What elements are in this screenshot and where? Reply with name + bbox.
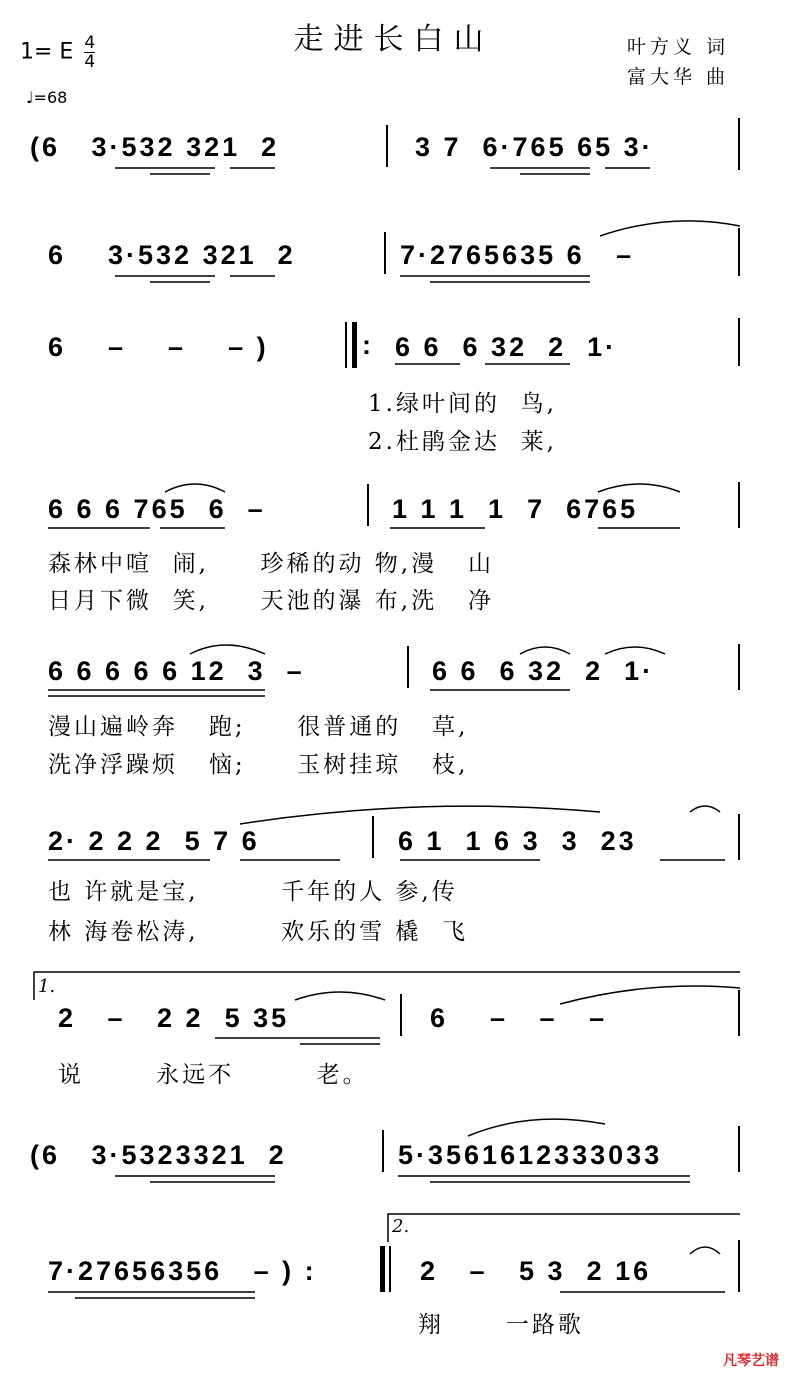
second-ending-bracket [388, 1214, 740, 1242]
time-top: 4 [84, 33, 96, 53]
second-ending-label: 2. [392, 1216, 410, 1237]
measure-row-9b: 2 – 5 3 2 16 [420, 1256, 652, 1286]
lyric-line-10: 翔 一路歌 [418, 1312, 584, 1338]
logo-text: 琴艺谱 [737, 1353, 779, 1369]
first-ending-label: 1. [38, 976, 56, 997]
measure-row-4a: 6 6 6 765 6 – [48, 494, 266, 524]
measure-row-4b: 1 1 1 1 7 6765 [392, 494, 639, 524]
measure-row-3b: 6 6 6 32 2 1· [395, 332, 618, 362]
key-label: 1= E [20, 39, 74, 65]
lyric-line-9: 说 永远不 老。 [58, 1062, 369, 1088]
lyric-line-8: 林 海卷松涛, 欢乐的雪 橇 飞 [48, 919, 469, 945]
measure-row-5b: 6 6 6 32 2 1· [432, 656, 655, 686]
quarter-note-icon: ♩ [26, 88, 34, 107]
lyric-line-4: 日月下微 笑, 天池的瀑 布,洗 净 [48, 588, 495, 614]
measure-row-8a: (6 3·5323321 2 [30, 1140, 287, 1170]
logo-mark-icon: 凡 [723, 1353, 737, 1369]
measure-row-7a: 2 – 2 2 5 35 [58, 1003, 290, 1033]
measure-row-9a: 7·27656356 – ) : [48, 1256, 317, 1286]
lyricist-credit: 叶方义 词 [626, 36, 729, 58]
measure-row-6a: 2· 2 2 2 5 7 6 [48, 826, 260, 856]
slurs [165, 221, 740, 1254]
measure-row-2a: 6 3·532 321 2 [48, 240, 296, 270]
measure-row-8b: 5·3561612333033 [398, 1140, 663, 1170]
song-title: 走进长白山 [293, 22, 494, 57]
measure-row-1a: (6 3·532 321 2 [30, 132, 280, 162]
time-bottom: 4 [84, 52, 96, 72]
measure-row-1b: 3 7 6·765 65 3· [415, 132, 654, 162]
measure-row-6b: 6 1 1 6 3 3 23 [398, 826, 637, 856]
rhythm-underlines [48, 168, 725, 1298]
repeat-dots: : [362, 330, 374, 360]
lyric-line-7: 也 许就是宝, 千年的人 参,传 [48, 879, 458, 905]
lyric-line-5: 漫山遍岭奔 跑; 很普通的 草, [48, 714, 469, 740]
measure-row-5a: 6 6 6 6 6 12 3 – [48, 656, 305, 686]
lyric-line-6: 洗净浮躁烦 恼; 玉树挂琼 枝, [48, 752, 469, 778]
lyric-line-1: 1.绿叶间的 鸟, [368, 391, 557, 417]
measure-row-2b: 7·2765635 6 – [400, 240, 635, 270]
site-logo [723, 1350, 779, 1370]
measure-row-7b: 6 – – – [430, 1003, 608, 1033]
lyric-line-2: 2.杜鹃金达 莱, [368, 429, 557, 455]
composer-credit: 富大华 曲 [626, 66, 729, 88]
lyric-line-3: 森林中喧 闹, 珍稀的动 物,漫 山 [48, 551, 495, 577]
first-ending-bracket [34, 972, 740, 1000]
tempo-value: =68 [33, 88, 68, 107]
measure-row-3a: 6 – – – ) [48, 332, 269, 362]
